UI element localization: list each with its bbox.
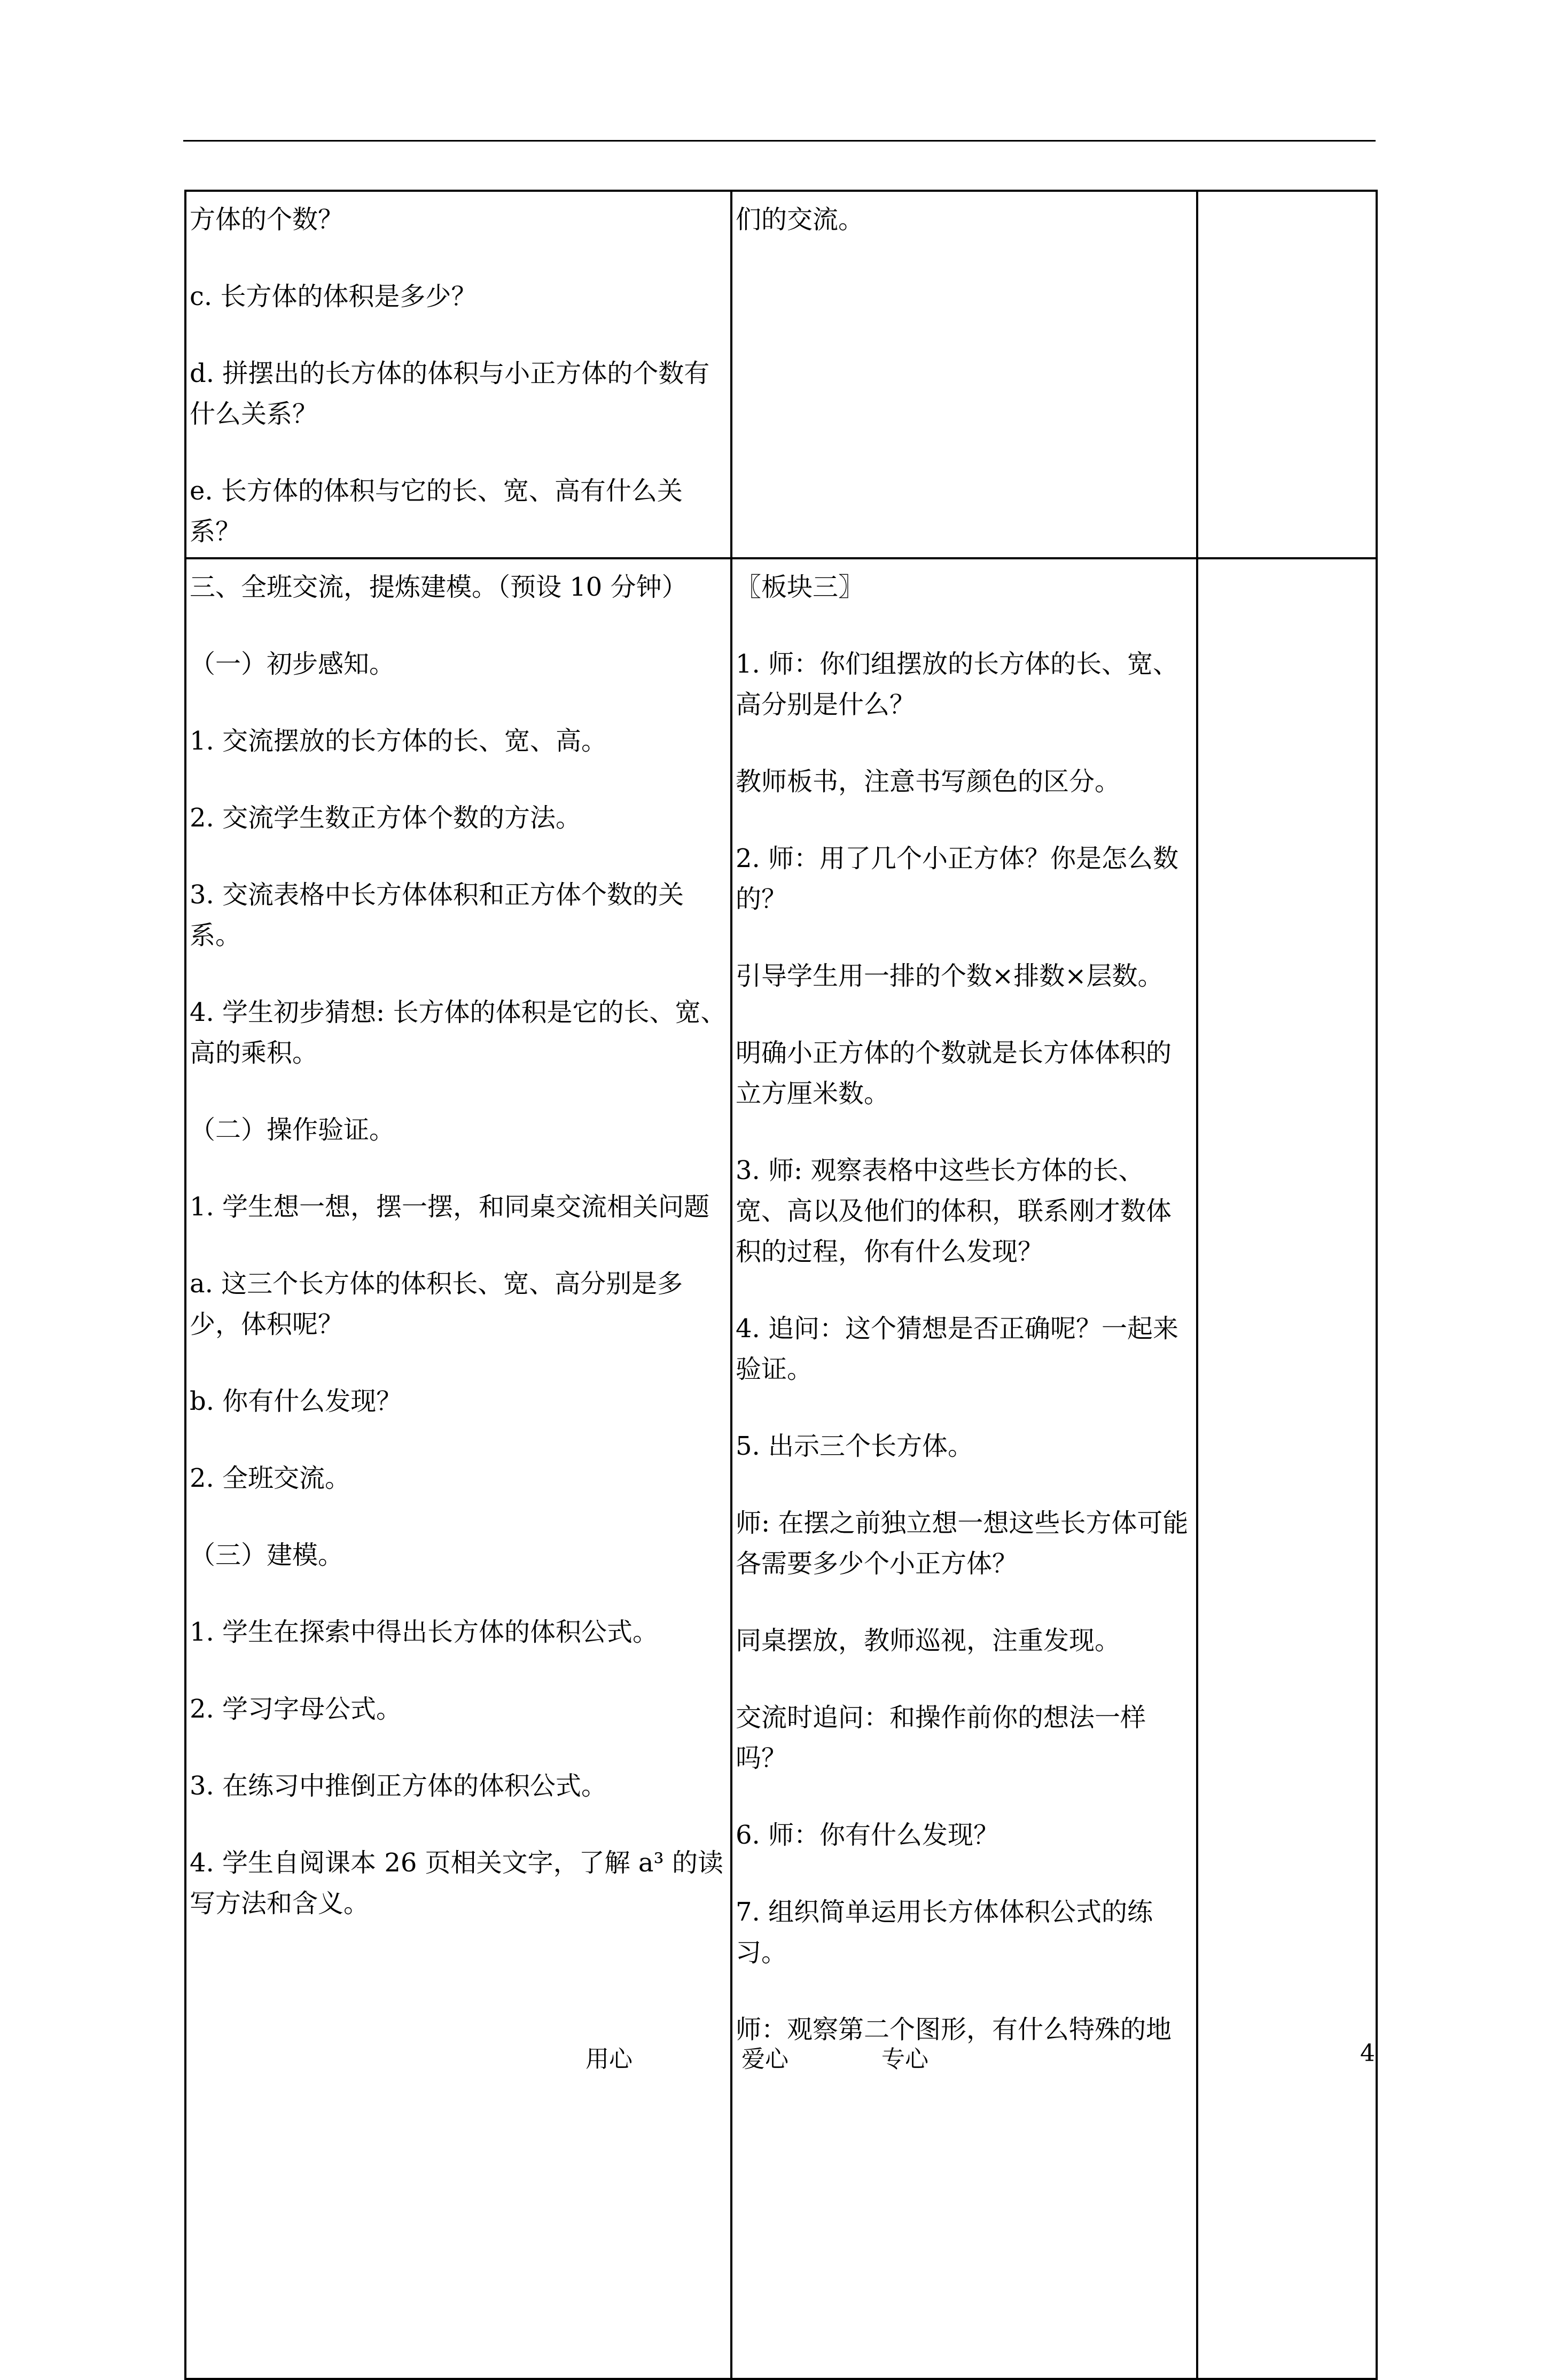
text-line: 7. 组织简单运用长方体体积公式的练习。 bbox=[736, 1897, 1153, 1968]
text-line: 们的交流。 bbox=[736, 205, 864, 235]
text-line: 5. 出示三个长方体。 bbox=[736, 1431, 974, 1461]
text-line: b. 你有什么发现？ bbox=[190, 1386, 402, 1416]
row1-col1 bbox=[185, 191, 731, 558]
text-line: 1. 师：你们组摆放的长方体的长、宽、高分别是什么？ bbox=[736, 649, 1179, 720]
text-line: 3. 在练习中推倒正方体的体积公式。 bbox=[190, 1771, 607, 1801]
table-row bbox=[185, 558, 1377, 2379]
header-rule bbox=[183, 140, 1376, 142]
text-line: 师：观察第二个图形，有什么特殊的地 bbox=[736, 2015, 1172, 2045]
text-line: 明确小正方体的个数就是长方体体积的立方厘米数。 bbox=[736, 1038, 1172, 1109]
text-line: 2. 全班交流。 bbox=[190, 1463, 351, 1493]
text-line: 同桌摆放，教师巡视，注重发现。 bbox=[736, 1626, 1121, 1656]
text-line: 三、全班交流，提炼建模。（预设 10 分钟） bbox=[190, 572, 688, 602]
text-line: d. 拼摆出的长方体的体积与小正方体的个数有什么关系？ bbox=[190, 358, 710, 429]
text-line: 4. 学生自阅课本 26 页相关文字，了解 a³ 的读写方法和含义。 bbox=[190, 1848, 724, 1918]
text-line: 3. 交流表格中长方体体积和正方体个数的关系。 bbox=[190, 880, 684, 950]
text-line: 2. 师：用了几个小正方体？你是怎么数的？ bbox=[736, 844, 1179, 914]
text-line: 2. 学习字母公式。 bbox=[190, 1694, 402, 1724]
text-line: 方体的个数？ bbox=[190, 205, 344, 235]
row1-col2 bbox=[731, 191, 1197, 558]
text-line: 师: 在摆之前独立想一想这些长方体可能各需要多少个小正方体？ bbox=[736, 1508, 1189, 1579]
text-line: c. 长方体的体积是多少？ bbox=[190, 282, 477, 311]
row1-col3 bbox=[1197, 191, 1377, 558]
row2-col2 bbox=[731, 558, 1197, 2379]
row2-col3 bbox=[1197, 558, 1377, 2379]
text-line: 6. 师：你有什么发现？ bbox=[736, 1820, 1000, 1850]
footer-text: 专心 bbox=[881, 2046, 928, 2073]
text-line: 4. 学生初步猜想: 长方体的体积是它的长、宽、高的乘积。 bbox=[190, 997, 727, 1068]
text-line: （一）初步感知。 bbox=[190, 649, 395, 679]
text-line: 教师板书，注意书写颜色的区分。 bbox=[736, 767, 1121, 797]
footer-text: 用心 bbox=[585, 2046, 633, 2073]
text-line: 3. 师: 观察表格中这些长方体的长、宽、高以及他们的体积，联系刚才数体积的过程，你有什么发现？ bbox=[736, 1156, 1172, 1267]
row2-col1 bbox=[185, 558, 731, 2379]
table-row bbox=[185, 191, 1377, 558]
text-line: a. 这三个长方体的体积长、宽、高分别是多少，体积呢？ bbox=[190, 1269, 683, 1339]
text-line: 1. 学生想一想，摆一摆，和同桌交流相关问题 bbox=[190, 1192, 710, 1222]
text-line: e. 长方体的体积与它的长、宽、高有什么关系？ bbox=[190, 476, 683, 547]
text-line: 4. 追问：这个猜想是否正确呢？一起来验证。 bbox=[736, 1314, 1179, 1384]
text-line: （三）建模。 bbox=[190, 1540, 344, 1570]
text-line: （二）操作验证。 bbox=[190, 1115, 395, 1145]
page-number: 4 bbox=[1360, 2040, 1375, 2067]
text-line: 〖板块三〗 bbox=[736, 572, 864, 602]
text-line: 1. 学生在探索中得出长方体的体积公式。 bbox=[190, 1617, 659, 1647]
text-line: 交流时追问：和操作前你的想法一样吗？ bbox=[736, 1703, 1146, 1773]
footer-text: 爱心 bbox=[741, 2046, 788, 2073]
text-line: 引导学生用一排的个数×排数×层数。 bbox=[736, 961, 1164, 991]
text-line: 1. 交流摆放的长方体的长、宽、高。 bbox=[190, 726, 607, 756]
text-line: 2. 交流学生数正方体个数的方法。 bbox=[190, 803, 582, 833]
